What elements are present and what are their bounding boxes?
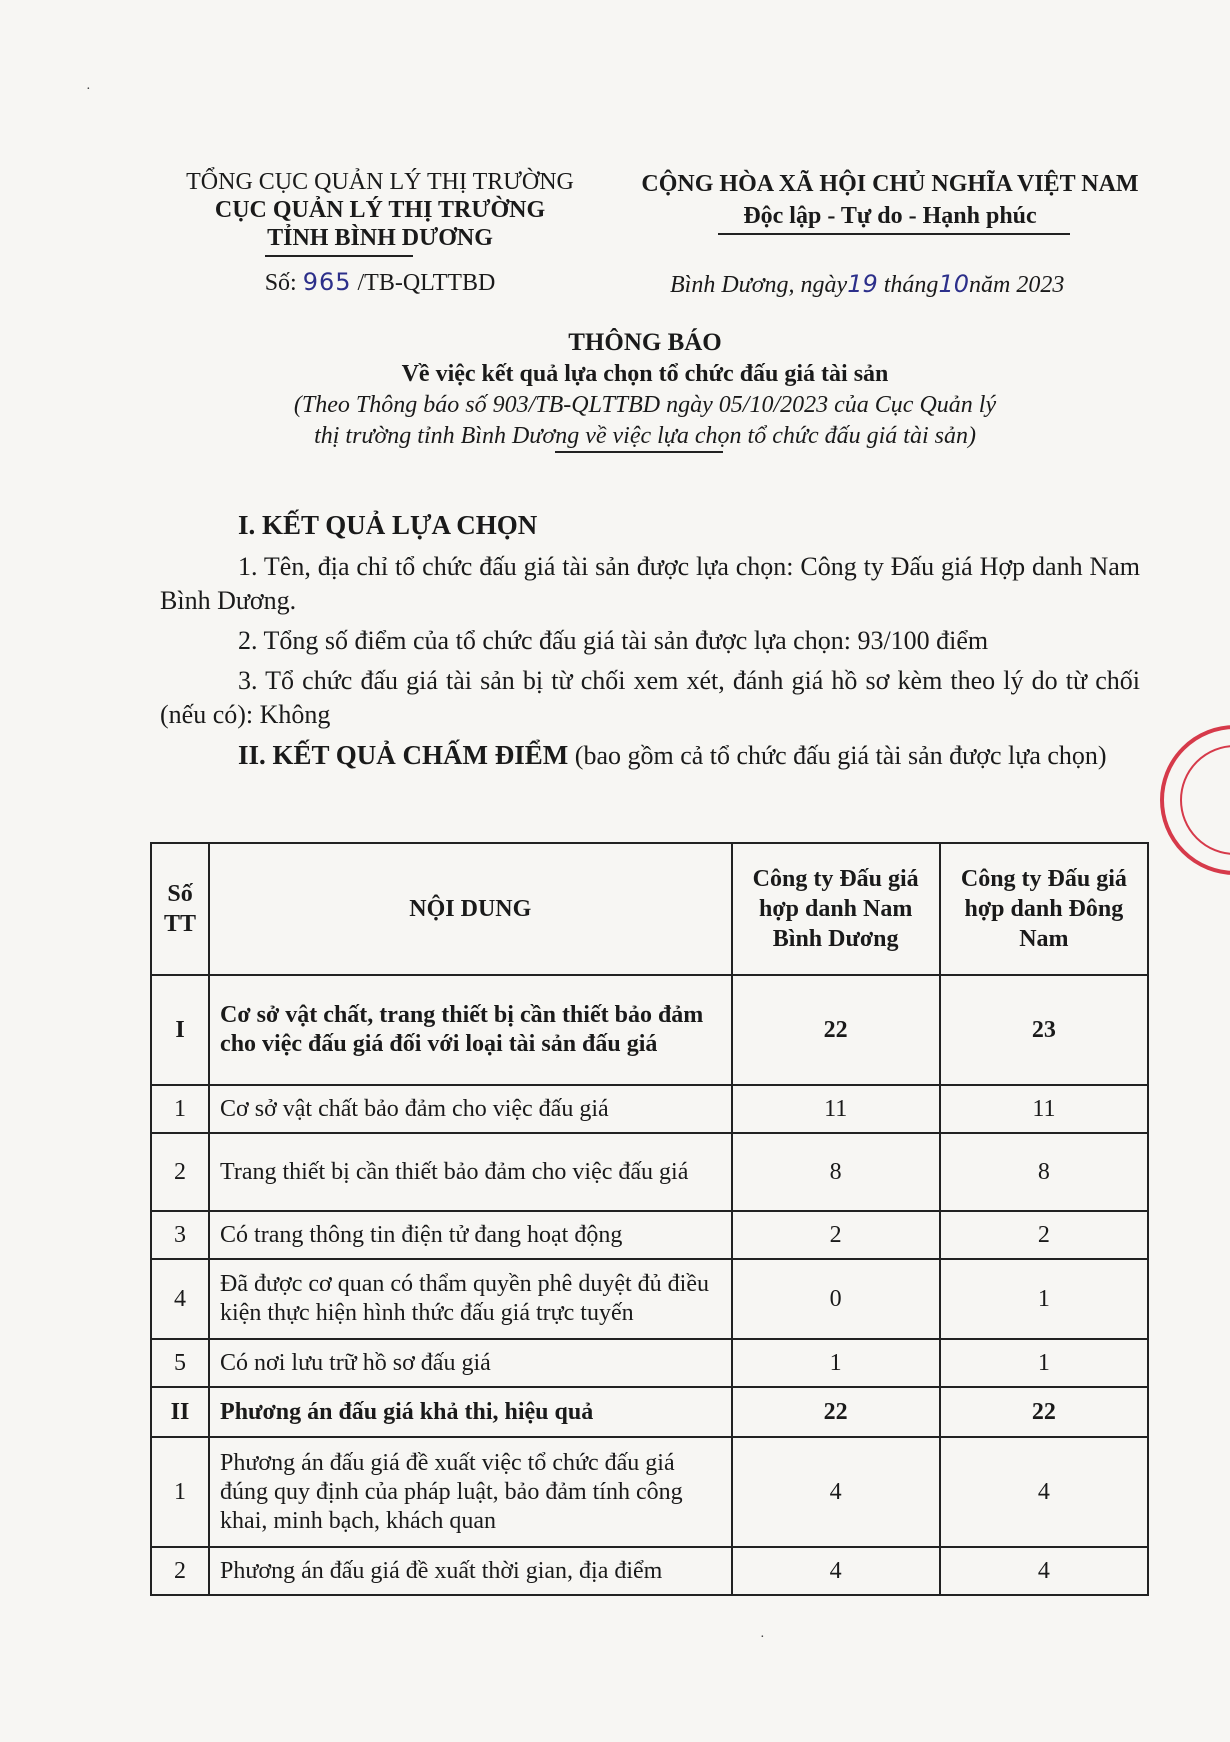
row-content: Trang thiết bị cần thiết bảo đảm cho việc đấu giá <box>209 1133 732 1211</box>
row-no: 1 <box>151 1085 209 1133</box>
date-prefix: Bình Dương, ngày <box>670 272 848 298</box>
title-reference-line2: thị trường tỉnh Bình Dương về việc lựa chọn tổ chức đấu giá tài sản) <box>314 423 976 449</box>
motto-underline <box>718 233 1070 235</box>
row-content: Có nơi lưu trữ hồ sơ đấu giá <box>209 1339 732 1387</box>
table-row <box>151 1387 1148 1437</box>
org-name-line1: CỤC QUẢN LÝ THỊ TRƯỜNG <box>214 197 546 223</box>
table-row <box>151 1211 1148 1259</box>
document-number-suffix: /TB-QLTTBD <box>357 270 496 296</box>
date-month-label: tháng <box>883 272 939 298</box>
row-score-b: 4 <box>940 1547 1148 1595</box>
row-score-a: 2 <box>732 1211 940 1259</box>
date-year: năm 2023 <box>968 272 1065 298</box>
table-row <box>151 1339 1148 1387</box>
table-header-row <box>151 843 1148 975</box>
scan-speck: · <box>760 1630 765 1645</box>
section2-heading: II. KẾT QUẢ CHẤM ĐIỂM <box>238 740 569 770</box>
issuing-authority <box>165 168 595 297</box>
org-underline <box>265 255 413 257</box>
row-score-a: 1 <box>732 1339 940 1387</box>
row-score-a: 11 <box>732 1085 940 1133</box>
row-no: II <box>151 1387 209 1437</box>
row-score-b: 1 <box>940 1339 1148 1387</box>
scan-speck: · <box>86 82 91 97</box>
row-no: 2 <box>151 1547 209 1595</box>
row-score-a: 0 <box>732 1259 940 1339</box>
date-day-handwritten: 19 <box>847 270 878 298</box>
row-content: Phương án đấu giá đề xuất việc tổ chức đấu giá đúng quy định của pháp luật, bảo đảm tính công khai, minh bạch, khách quan <box>209 1437 732 1547</box>
national-header <box>620 168 1160 232</box>
notice-body <box>160 508 1140 779</box>
date-month-handwritten: 10 <box>938 270 969 298</box>
row-content: Đã được cơ quan có thẩm quyền phê duyệt đủ điều kiện thực hiện hình thức đấu giá trực tuyến <box>209 1259 732 1339</box>
title-reference-line1: (Theo Thông báo số 903/TB-QLTTBD ngày 05/10/2023 của Cục Quản lý <box>293 392 997 418</box>
row-no: 5 <box>151 1339 209 1387</box>
row-score-b: 11 <box>940 1085 1148 1133</box>
row-content: Phương án đấu giá khả thi, hiệu quả <box>209 1387 732 1437</box>
row-score-a: 4 <box>732 1547 940 1595</box>
table-row <box>151 1547 1148 1595</box>
row-score-a: 8 <box>732 1133 940 1211</box>
document-number-handwritten: 965 <box>302 268 352 296</box>
header-company-b: Công ty Đấu giá hợp danh Đông Nam <box>940 843 1148 975</box>
table-row <box>151 1133 1148 1211</box>
section1-item2: 2. Tổng số điểm của tổ chức đấu giá tài sản được lựa chọn: 93/100 điểm <box>238 626 989 655</box>
parent-org: TỔNG CỤC QUẢN LÝ THỊ TRƯỜNG <box>186 169 574 195</box>
title-main: THÔNG BÁO <box>568 329 722 356</box>
section1-item1: 1. Tên, địa chỉ tổ chức đấu giá tài sản được lựa chọn: Công ty Đấu giá Hợp danh Nam Bình Dương. <box>160 552 1140 615</box>
section1-item3: 3. Tổ chức đấu giá tài sản bị từ chối xem xét, đánh giá hồ sơ kèm theo lý do từ chối (nếu có): Không <box>160 666 1140 729</box>
row-score-b: 1 <box>940 1259 1148 1339</box>
row-score-b: 4 <box>940 1437 1148 1547</box>
table-row <box>151 1259 1148 1339</box>
row-content: Cơ sở vật chất, trang thiết bị cần thiết bảo đảm cho việc đấu giá đối với loại tài sản đấu giá <box>209 975 732 1085</box>
row-score-b: 2 <box>940 1211 1148 1259</box>
header-no: Số TT <box>151 843 209 975</box>
document-number <box>165 268 595 297</box>
issue-date <box>670 270 1120 299</box>
row-no: 1 <box>151 1437 209 1547</box>
row-content: Cơ sở vật chất bảo đảm cho việc đấu giá <box>209 1085 732 1133</box>
scoring-table <box>150 842 1149 1596</box>
row-score-a: 22 <box>732 1387 940 1437</box>
table-row <box>151 975 1148 1085</box>
row-score-b: 23 <box>940 975 1148 1085</box>
title-underline <box>555 451 723 453</box>
header-content: NỘI DUNG <box>209 843 732 975</box>
table-row <box>151 1437 1148 1547</box>
header-company-a: Công ty Đấu giá hợp danh Nam Bình Dương <box>732 843 940 975</box>
document-number-prefix: Số: <box>264 270 297 296</box>
country-name: CỘNG HÒA XÃ HỘI CHỦ NGHĨA VIỆT NAM <box>641 171 1139 197</box>
section2-heading-line <box>160 738 1140 773</box>
row-score-a: 4 <box>732 1437 940 1547</box>
table-row <box>151 1085 1148 1133</box>
section1-heading: I. KẾT QUẢ LỰA CHỌN <box>238 510 538 540</box>
row-content: Có trang thông tin điện tử đang hoạt động <box>209 1211 732 1259</box>
title-subject: Về việc kết quả lựa chọn tổ chức đấu giá tài sản <box>401 361 889 387</box>
row-score-b: 22 <box>940 1387 1148 1437</box>
row-no: I <box>151 975 209 1085</box>
row-no: 4 <box>151 1259 209 1339</box>
row-score-b: 8 <box>940 1133 1148 1211</box>
row-no: 3 <box>151 1211 209 1259</box>
row-score-a: 22 <box>732 975 940 1085</box>
section2-note: (bao gồm cả tổ chức đấu giá tài sản được lựa chọn) <box>568 741 1107 770</box>
notice-title <box>150 328 1140 452</box>
row-content: Phương án đấu giá đề xuất thời gian, địa điểm <box>209 1547 732 1595</box>
org-name-line2: TỈNH BÌNH DƯƠNG <box>267 225 493 251</box>
national-motto: Độc lập - Tự do - Hạnh phúc <box>743 203 1037 229</box>
row-no: 2 <box>151 1133 209 1211</box>
